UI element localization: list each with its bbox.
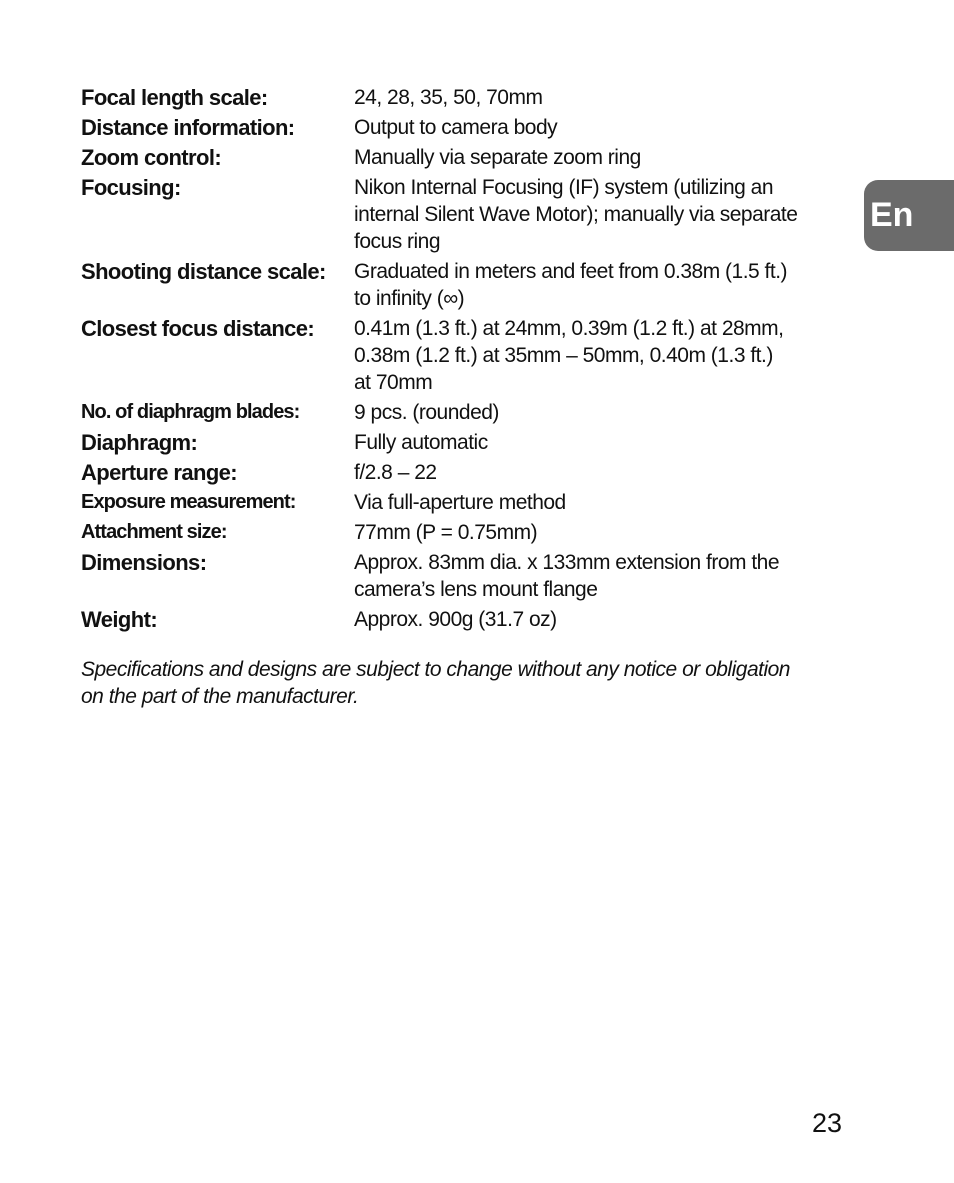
spec-value	[354, 489, 834, 516]
spec-row-weight	[81, 606, 841, 633]
spec-value-line: Approx. 83mm dia. x 133mm extension from the	[354, 551, 780, 574]
spec-value-line: Manually via separate zoom ring	[354, 146, 641, 169]
spec-row-diaphragm	[81, 429, 841, 456]
spec-value	[354, 84, 834, 111]
specifications-table	[81, 84, 841, 636]
spec-label: Exposure measurement:	[81, 491, 296, 513]
spec-row-focusing	[81, 174, 841, 255]
spec-label: Distance information:	[81, 115, 295, 140]
spec-value	[354, 519, 834, 546]
spec-value	[354, 459, 834, 486]
spec-label: Aperture range:	[81, 460, 238, 485]
spec-value-line: Approx. 900g (31.7 oz)	[354, 608, 557, 631]
spec-label: No. of diaphragm blades:	[81, 401, 300, 423]
spec-value	[354, 549, 834, 603]
spec-value	[354, 144, 834, 171]
spec-row-zoom-control	[81, 144, 841, 171]
spec-label: Closest focus distance:	[81, 316, 315, 341]
spec-value-line: focus ring	[354, 230, 441, 253]
spec-label: Attachment size:	[81, 521, 227, 543]
spec-label: Zoom control:	[81, 145, 222, 170]
spec-value-line: f/2.8 – 22	[354, 461, 437, 484]
spec-value-line: Graduated in meters and feet from 0.38m (1.5 ft.)	[354, 260, 788, 283]
spec-row-shooting-distance-scale	[81, 258, 841, 312]
spec-row-exposure-measurement	[81, 489, 841, 516]
spec-value-line: to infinity (∞)	[354, 287, 465, 310]
spec-row-closest-focus-distance	[81, 315, 841, 396]
spec-value-line: internal Silent Wave Motor); manually via separate	[354, 203, 798, 226]
spec-row-aperture-range	[81, 459, 841, 486]
spec-row-focal-length-scale	[81, 84, 841, 111]
spec-label: Focusing:	[81, 175, 181, 200]
spec-value-line: 9 pcs. (rounded)	[354, 401, 499, 424]
spec-value-line: 0.38m (1.2 ft.) at 35mm – 50mm, 0.40m (1.3 ft.)	[354, 344, 773, 367]
spec-value	[354, 399, 834, 426]
spec-label: Weight:	[81, 607, 158, 632]
spec-row-dimensions	[81, 549, 841, 603]
spec-value-line: Output to camera body	[354, 116, 558, 139]
spec-value-line: 24, 28, 35, 50, 70mm	[354, 86, 543, 109]
disclaimer-line: Specifications and designs are subject to change without any notice or obligation	[81, 658, 790, 681]
spec-value-line: Via full-aperture method	[354, 491, 566, 514]
spec-label: Diaphragm:	[81, 430, 198, 455]
spec-row-attachment-size	[81, 519, 841, 546]
spec-value	[354, 315, 834, 396]
spec-value	[354, 429, 834, 456]
spec-value	[354, 606, 834, 633]
spec-value-line: 0.41m (1.3 ft.) at 24mm, 0.39m (1.2 ft.) at 28mm,	[354, 317, 784, 340]
page-number: 23	[812, 1108, 843, 1138]
spec-value-line: 77mm (P = 0.75mm)	[354, 521, 538, 544]
spec-value-line: at 70mm	[354, 371, 433, 394]
disclaimer-note	[81, 656, 861, 710]
spec-value	[354, 114, 834, 141]
spec-value-line: Fully automatic	[354, 431, 488, 454]
spec-value-line: camera’s lens mount flange	[354, 578, 598, 601]
spec-value	[354, 174, 834, 255]
language-tab: En	[864, 180, 954, 251]
spec-value-line: Nikon Internal Focusing (IF) system (utilizing an	[354, 176, 773, 199]
spec-label: Focal length scale:	[81, 85, 268, 110]
spec-row-diaphragm-blades	[81, 399, 841, 426]
spec-label: Shooting distance scale:	[81, 259, 326, 284]
spec-label: Dimensions:	[81, 550, 207, 575]
disclaimer-line: on the part of the manufacturer.	[81, 685, 359, 708]
spec-row-distance-information	[81, 114, 841, 141]
spec-value	[354, 258, 834, 312]
